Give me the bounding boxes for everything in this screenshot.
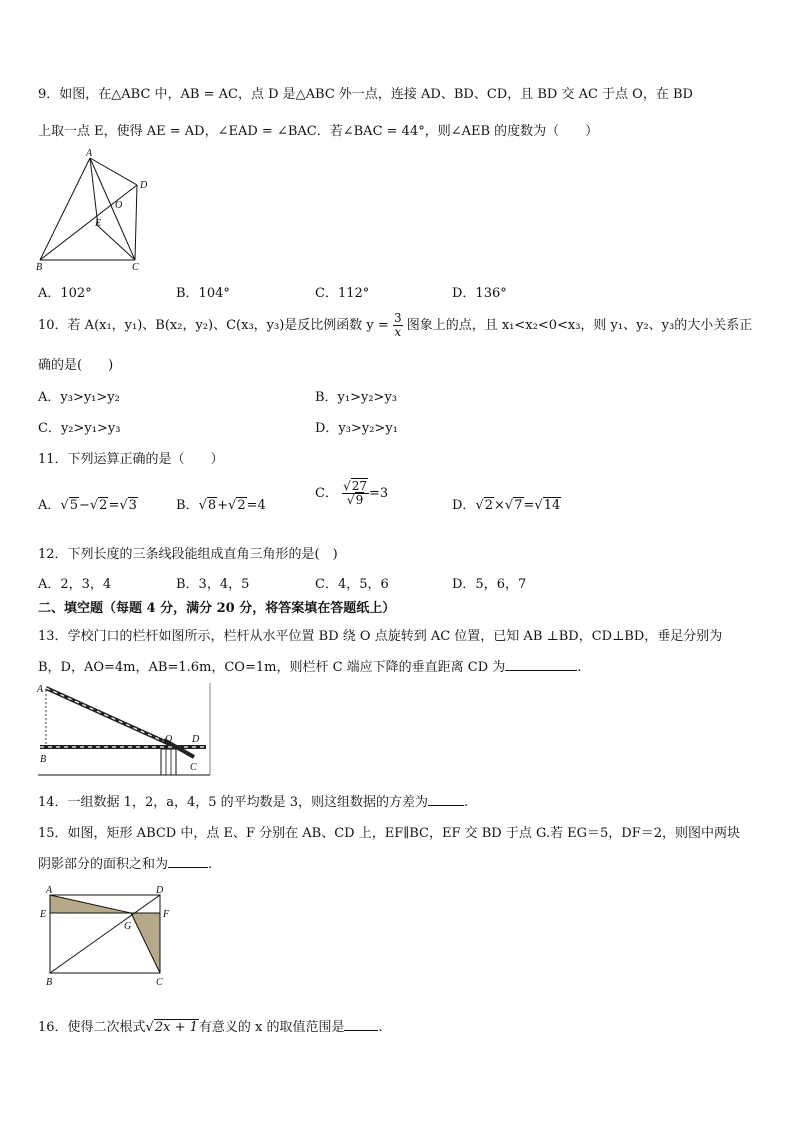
q15-label-c: C	[156, 977, 163, 988]
q9-figure	[34, 150, 164, 272]
q11-d-rad2: 7	[514, 498, 523, 513]
q13-label-c: C	[190, 762, 197, 773]
q15-line2	[38, 853, 212, 872]
q13-tail: .	[577, 660, 582, 675]
q9-line1: 9．如图，在△ABC 中，AB = AC，点 D 是△ABC 外一点，连接 AD、BD、CD，且 BD 交 AC 于点 O，在 BD	[38, 87, 693, 102]
q11-c-eq: =3	[369, 486, 389, 501]
q11-c-fraction: $\frac{√27}{√9}$	[343, 479, 368, 507]
q11-d-eq: =	[523, 498, 535, 513]
q15-answer-blank[interactable]	[168, 855, 208, 868]
q9-option-c: C．112°	[315, 286, 370, 301]
q11-c-den: 9	[355, 493, 364, 507]
q10-line1	[38, 312, 752, 339]
q13-label-b: B	[40, 754, 47, 765]
q15-line1: 15．如图，矩形 ABCD 中，点 E、F 分别在 AB、CD 上，EF∥BC，EF 交 BD 于点 G.若 EG＝5，DF＝2，则图中两块	[38, 826, 741, 841]
q16-pre: 16．使得二次根式	[38, 1020, 146, 1035]
q11-d-label: D．	[452, 498, 476, 513]
section-heading-fill-in: 二、填空题（每题 4 分，满分 20 分，将答案填在答题纸上）	[38, 601, 396, 616]
q11-c-num: 27	[351, 479, 368, 493]
q16-tail: .	[378, 1020, 383, 1035]
q12-option-d: D．5，6，7	[452, 577, 527, 592]
q15-line2-text: 阴影部分的面积之和为	[38, 857, 169, 872]
q11-a-rad3: 3	[128, 498, 137, 513]
q16-post: 有意义的 x 的取值范围是	[198, 1020, 345, 1035]
q9-line2: 上取一点 E，使得 AE = AD，∠EAD = ∠BAC．若∠BAC = 44°，则∠AEB 的度数为（ ）	[38, 124, 599, 139]
q9-label-d: D	[140, 180, 148, 191]
q13-label-o: O	[165, 734, 173, 745]
q9-label-c: C	[132, 262, 139, 273]
q15-label-a: A	[46, 885, 53, 896]
q14-answer-blank[interactable]	[428, 793, 464, 806]
q9-option-a: A．102°	[38, 286, 92, 301]
q13-label-a: A	[37, 684, 44, 695]
q16-line: 16．使得二次根式√2x + 1有意义的 x 的取值范围是 .	[38, 1020, 383, 1035]
q12-option-c: C．4，5，6	[315, 577, 389, 592]
q11-d-rad3: 14	[543, 498, 561, 513]
q11-d-op: ×	[494, 498, 505, 513]
q11-option-c	[315, 480, 388, 507]
q9-option-d: D．136°	[452, 286, 507, 301]
q14-text: 14．一组数据 1，2，a，4，5 的平均数是 3，则这组数据的方差为	[38, 795, 429, 810]
q11-text: 11．下列运算正确的是（ ）	[38, 452, 224, 467]
q11-b-rad2: 2	[237, 498, 246, 513]
q10-option-c: C．y₂>y₁>y₃	[38, 421, 121, 436]
q9-label-e: E	[95, 218, 102, 229]
q12-option-b: B．3，4，5	[176, 577, 250, 592]
q11-a-label: A．	[38, 498, 61, 513]
q13-answer-blank[interactable]	[505, 658, 577, 671]
q11-b-op: +	[217, 498, 229, 513]
q15-label-f: F	[163, 909, 170, 920]
q15-label-d: D	[156, 885, 164, 896]
q14-line	[38, 791, 468, 810]
q10-fraction	[393, 312, 403, 339]
q11-option-b: B．√8+√2=4	[176, 498, 266, 513]
q11-a-op: −	[78, 498, 90, 513]
q11-b-rad1: 8	[207, 498, 217, 513]
q9-option-b: B．104°	[176, 286, 230, 301]
q10-frac-den: x	[394, 325, 402, 339]
q15-figure	[38, 885, 178, 993]
q13-figure	[34, 678, 214, 778]
q11-option-a: A．√5−√2=√3	[38, 498, 137, 513]
q13-line2	[38, 656, 581, 675]
q10-pre: 10．若 A(x₁，y₁)、B(x₂，y₂)、C(x₃，y₃)是反比例函数 y =	[38, 318, 389, 333]
q10-option-d: D．y₃>y₂>y₁	[315, 421, 398, 436]
q15-label-b: B	[46, 977, 53, 988]
q10-option-b: B．y₁>y₂>y₃	[315, 390, 398, 405]
q14-tail: .	[464, 795, 469, 810]
q10-post: 图象上的点，且 x₁<x₂<0<x₃，则 y₁、y₂、y₃的大小关系正	[406, 318, 753, 333]
q9-label-b: B	[36, 262, 43, 273]
q12-text: 12．下列长度的三条线段能组成直角三角形的是( )	[38, 547, 338, 562]
q9-label-a: A	[86, 148, 93, 159]
q11-a-eq: =	[108, 498, 120, 513]
q15-label-e: E	[40, 909, 47, 920]
q10-option-a: A．y₃>y₁>y₂	[38, 390, 120, 405]
q16-answer-blank[interactable]	[344, 1018, 378, 1031]
q11-option-d: D．√2×√7=√14	[452, 498, 561, 513]
q13-line2-text: B，D，AO=4m，AB=1.6m，CO=1m，则栏杆 C 端应下降的垂直距离 CD 为	[38, 660, 506, 675]
q10-line2: 确的是( )	[38, 358, 114, 373]
q13-label-d: D	[192, 734, 200, 745]
q11-d-rad1: 2	[484, 498, 494, 513]
q11-a-rad2: 2	[99, 498, 108, 513]
q10-frac-num: 3	[393, 311, 402, 325]
q11-b-eq: =4	[246, 498, 266, 513]
q9-label-o: O	[115, 200, 123, 211]
q16-radicand: 2x + 1	[154, 1020, 198, 1035]
q13-line1: 13．学校门口的栏杆如图所示，栏杆从水平位置 BD 绕 O 点旋转到 AC 位置，已知 AB ⊥BD，CD⊥BD，垂足分别为	[38, 629, 723, 644]
q15-label-g: G	[124, 921, 132, 932]
q11-a-rad1: 5	[69, 498, 78, 513]
q15-tail: .	[208, 857, 213, 872]
q12-option-a: A．2，3，4	[38, 577, 112, 592]
q11-c-label: C．	[315, 486, 338, 501]
q11-b-label: B．	[176, 498, 199, 513]
